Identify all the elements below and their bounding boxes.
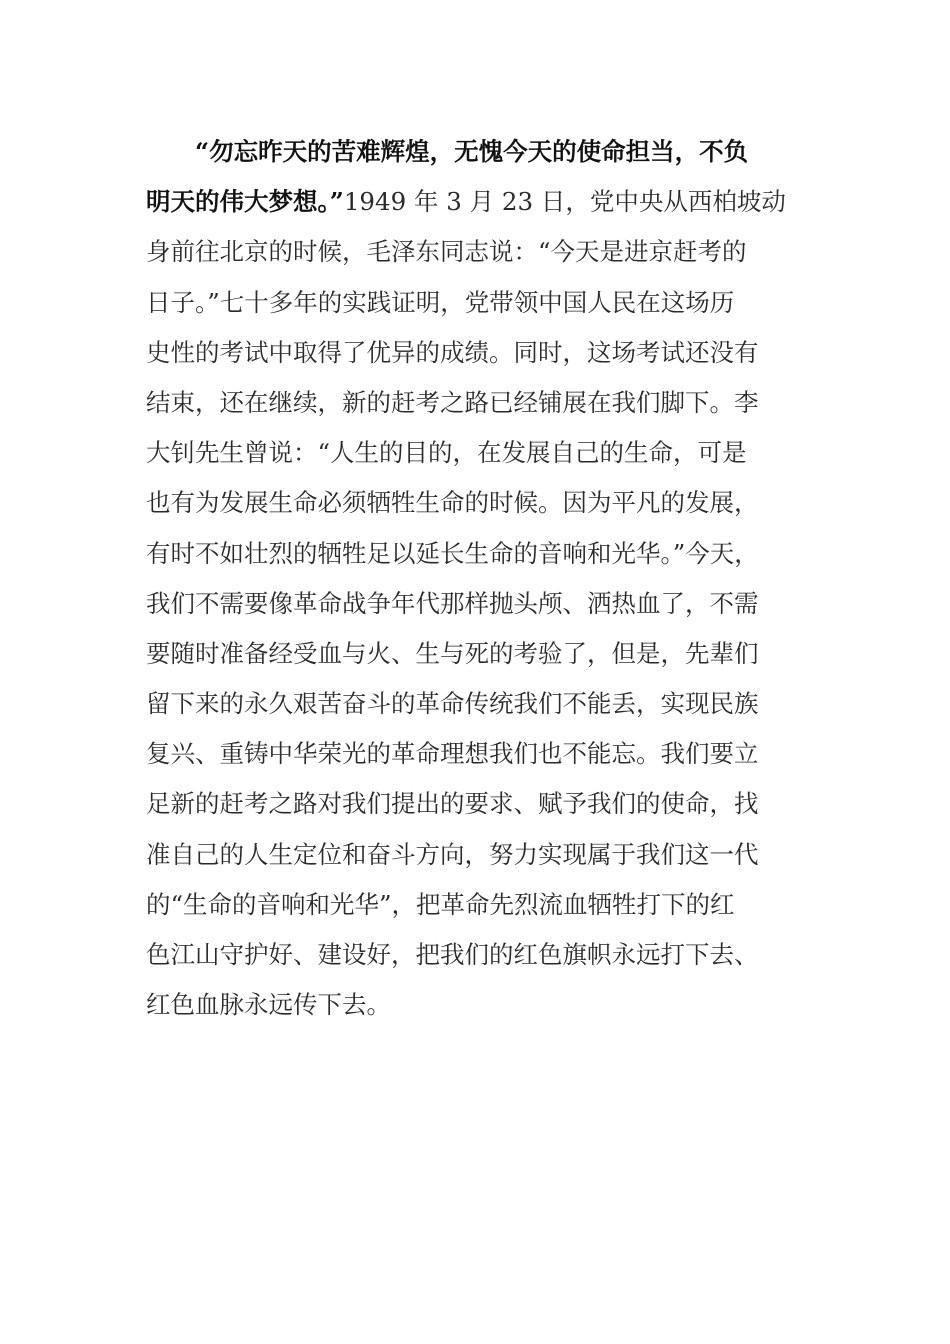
line-text: 色江山守护好、建设好，把我们的红色旗帜永远打下去、	[146, 940, 759, 969]
body-paragraph	[146, 127, 806, 1030]
text-line	[146, 529, 806, 579]
line-text: 的“生命的音响和光华”，把革命先烈流血牺牲打下的红	[146, 889, 735, 919]
text-line	[146, 779, 806, 829]
text-line	[146, 930, 806, 980]
text-line	[146, 328, 806, 378]
line-text: 也有为发展生命必须牺牲生命的时候。因为平凡的发展，	[146, 488, 759, 518]
line-text: 复兴、重铸中华荣光的革命理想我们也不能忘。我们要立	[146, 739, 759, 769]
bold-quote: “勿忘昨天的苦难辉煌，无愧今天的使命担当，不负	[195, 137, 749, 166]
text-line	[146, 177, 806, 227]
line-text: 留下来的永久艰苦奋斗的革命传统我们不能丢，实现民族	[146, 689, 759, 719]
text-line	[146, 880, 806, 930]
line-text: 有时不如壮烈的牺牲足以延长生命的音响和光华。”今天，	[146, 538, 759, 568]
text-line	[146, 278, 806, 328]
text-line	[146, 729, 806, 779]
text-line	[146, 629, 806, 679]
line-text: 日子。”七十多年的实践证明，党带领中国人民在这场历	[146, 287, 735, 317]
line-text: 1949 年 3 月 23 日，党中央从西柏坡动	[343, 187, 786, 217]
text-line	[146, 478, 806, 528]
text-line	[146, 980, 806, 1030]
line-text: 我们不需要像革命战争年代那样抛头颅、洒热血了，不需	[146, 588, 759, 618]
text-line	[146, 679, 806, 729]
line-text: 结束，还在继续，新的赶考之路已经铺展在我们脚下。李	[146, 387, 759, 417]
line-text: 身前往北京的时候，毛泽东同志说：“今天是进京赶考的	[146, 237, 747, 267]
line-text: 要随时准备经受血与火、生与死的考验了，但是，先辈们	[146, 638, 759, 668]
line-text: 史性的考试中取得了优异的成绩。同时，这场考试还没有	[146, 337, 759, 367]
text-line	[146, 378, 806, 428]
line-text: 足新的赶考之路对我们提出的要求、赋予我们的使命，找	[146, 789, 759, 819]
line-text: 大钊先生曾说：“人生的目的，在发展自己的生命，可是	[146, 438, 747, 468]
text-line	[146, 428, 806, 478]
text-line	[146, 127, 806, 177]
line-text: 准自己的人生定位和奋斗方向，努力实现属于我们这一代	[146, 839, 759, 869]
text-line	[146, 579, 806, 629]
text-line	[146, 227, 806, 277]
text-line	[146, 830, 806, 880]
bold-quote: 明天的伟大梦想。”	[146, 187, 344, 217]
line-text: 红色血脉永远传下去。	[146, 990, 391, 1020]
